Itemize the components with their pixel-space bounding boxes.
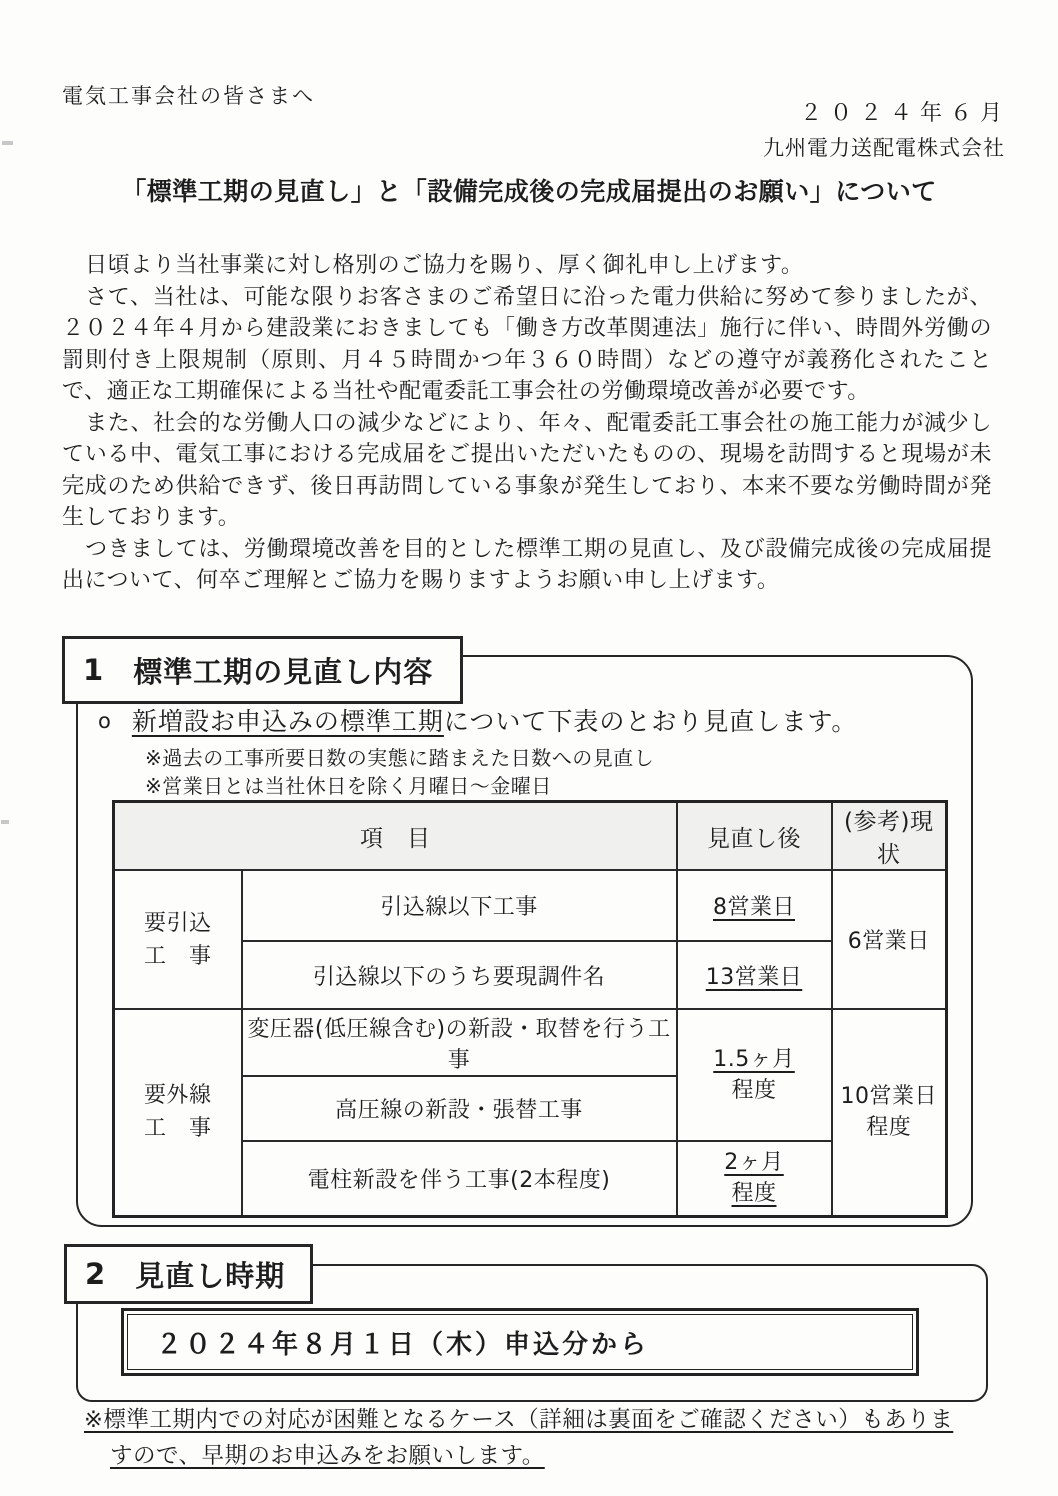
effective-date-inner-border [127,1314,913,1370]
footer-note-line: すので、早期のお申込みをお願いします。 [110,1443,545,1469]
body-text [62,250,992,597]
bullet-rest-text: について下表のとおり見直します。 [443,707,858,736]
issue-date: ２０２４年６月 [799,101,1010,126]
scan-artifact [2,141,13,145]
document-title: 「標準工期の見直し」と「設備完成後の完成届提出のお願い」について [121,177,937,206]
category-line: 要引込 [143,910,212,936]
effective-date-text: ２０２４年８月１日（木）申込分から [156,1329,650,1360]
note-line: ※過去の工事所要日数の実態に踏まえた日数への見直し [145,746,655,770]
item-label: 電柱新設を伴う工事(2本程度) [307,1167,611,1193]
section1-number: 1 [83,653,104,687]
section1-notes [145,745,654,800]
revised-cell [677,1141,832,1216]
revised-value: 1.5ヶ月 [713,1047,795,1072]
section1-heading-box [62,636,463,704]
item-label: 引込線以下のうち要現調件名 [312,964,606,990]
category-line: 工 事 [143,943,212,969]
bullet-marker: o [98,709,112,733]
section2-heading-box [64,1244,313,1304]
effective-date-box [121,1308,919,1376]
current-cell [832,1009,947,1216]
category-line: 工 事 [143,1116,212,1142]
table-header-revised: 見直し後 [677,802,832,871]
category-cell-hikikomi [114,870,242,1009]
body-paragraph: さて、当社は、可能な限りお客さまのご希望日に沿った電力供給に努めて参りましたが、２０２４年４月から建設業におきましても「働き方改革関連法」施行に伴い、時間外労働の罰則付き上限規制（原則、月４５時間かつ年３６０時間）などの遵守が義務化されたことで、適正な工期確保による当社や配電委託工事会社の労働環境改善が必要です。 [62,284,992,404]
section2-number: 2 [85,1257,106,1291]
revised-value: 13営業日 [705,964,803,990]
revised-cell [677,1009,832,1141]
revised-unit: 程度 [731,1181,777,1207]
category-line: 要外線 [143,1083,212,1109]
item-label: 引込線以下工事 [380,895,538,920]
item-cell [242,1076,677,1141]
body-paragraph: つきましては、労働環境改善を目的とした標準工期の見直し、及び設備完成後の完成届提出について、何卒ご理解とご協力を賜りますようお願い申し上げます。 [62,536,992,593]
revised-value: 8営業日 [713,895,795,920]
revised-unit: 程度 [731,1078,777,1103]
bullet-underlined-text: 新増設お申込みの標準工期 [131,707,444,736]
table-row [114,1009,947,1076]
table-header-item: 項 目 [114,802,677,871]
item-cell [242,941,677,1009]
item-cell [242,870,677,941]
section1-bullet [98,702,857,738]
revised-cell [677,870,832,941]
current-value: 10営業日 [840,1084,937,1110]
body-paragraph: また、社会的な労働人口の減少などにより、年々、配電委託工事会社の施工能力が減少している中、電気工事における完成届をご提出いただいたものの、現場を訪問すると現場が未完成のため供給できず、後日再訪問している事象が発生しており、本来不要な労働時間が発生しております。 [62,410,992,530]
current-unit: 程度 [866,1115,912,1141]
current-value: 6営業日 [847,929,930,954]
category-cell-gaisen [114,1009,242,1216]
current-cell [832,870,947,1009]
revised-value: 2ヶ月 [724,1150,784,1176]
scan-artifact [1,820,9,824]
body-paragraph: 日頃より当社事業に対し格別のご協力を賜り、厚く御礼申し上げます。 [85,253,804,278]
table-header-current: (参考)現状 [832,802,947,871]
note-line: ※営業日とは当社休日を除く月曜日～金曜日 [145,773,552,798]
item-cell [242,1141,677,1216]
section2-heading: 見直し時期 [135,1258,286,1293]
footer-note-line: ※標準工期内での対応が困難となるケース（詳細は裏面をご確認ください）もありま [84,1407,954,1433]
footer-note [84,1402,953,1474]
revised-cell [677,941,832,1009]
item-label: 変圧器(低圧線含む)の新設・取替を行う工事 [247,1016,671,1073]
company-name: 九州電力送配電株式会社 [763,136,1005,160]
schedule-table [112,800,948,1218]
item-cell [242,1009,677,1076]
section1-heading: 標準工期の見直し内容 [133,654,434,689]
item-label: 高圧線の新設・張替工事 [335,1098,583,1123]
table-row [114,870,947,941]
recipient-line: 電気工事会社の皆さまへ [62,84,315,108]
